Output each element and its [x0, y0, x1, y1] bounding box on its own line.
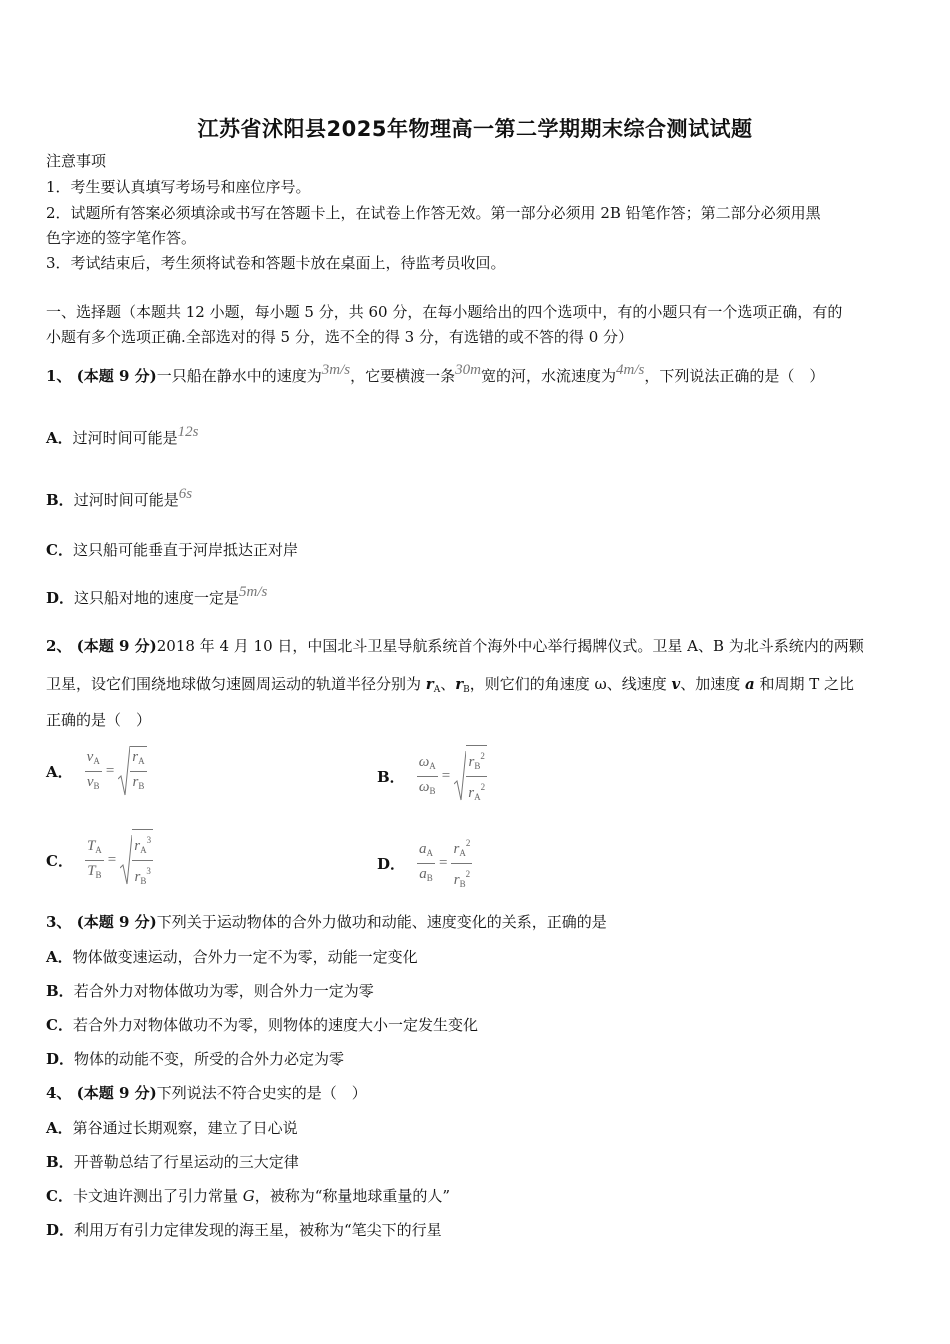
option-a [46, 1118, 298, 1138]
option-label: C． [46, 851, 73, 870]
superscript: 2 [465, 838, 471, 848]
notice-item: 3．考试结束后，考生须将试卷和答题卡放在桌面上，待监考员收回。 [46, 254, 506, 272]
option-c [46, 829, 153, 891]
option-text: 过河时间可能是 [73, 491, 179, 509]
fraction [417, 752, 438, 801]
denominator: r [468, 785, 475, 801]
question-number: 1、 (本题 9 分) [46, 367, 157, 385]
option-label: D． [46, 1050, 75, 1068]
numerator: r [468, 754, 475, 770]
numerator: T [86, 837, 96, 854]
math-expression: 5m/s [239, 584, 268, 600]
option-label: A． [46, 762, 73, 781]
option-a [46, 745, 147, 797]
option-label: B． [46, 1153, 74, 1171]
question-text: ，则它们的角速度 ω、线速度 [469, 675, 672, 693]
question-text: 下列关于运动物体的合外力做功和动能、速度变化的关系，正确的是 [156, 913, 607, 931]
subscript: B [95, 869, 102, 880]
square-root [118, 745, 146, 797]
fraction [451, 833, 472, 894]
superscript: 2 [480, 751, 485, 761]
subscript: B [138, 781, 145, 791]
subscript: A [429, 760, 436, 771]
option-text: 利用万有引力定律发现的海王星，被称为“笔尖下的行星 [74, 1221, 442, 1239]
subscript: B [426, 873, 433, 883]
radical-icon [118, 745, 130, 797]
subscript: A [95, 844, 102, 855]
option-label: B． [377, 767, 405, 786]
separator: 、 [440, 675, 456, 693]
question-text: ，下列说法正确的是（ ） [644, 367, 825, 385]
variable: v [671, 675, 681, 693]
option-b [377, 745, 487, 807]
section-instructions: 一、选择题（本题共 12 小题，每小题 5 分，共 60 分，在每小题给出的四个选项中，有的小题只有一个选项正确，有的 [46, 303, 843, 321]
variable: G [242, 1187, 255, 1205]
notice-heading: 注意事项 [46, 152, 107, 170]
option-label: C． [46, 541, 73, 559]
subscript: B [429, 785, 436, 796]
denominator: r [453, 872, 460, 888]
equals-sign: = [441, 767, 451, 784]
question-4 [46, 1083, 367, 1103]
denominator: r [134, 869, 141, 885]
radical-icon [454, 750, 466, 802]
variable: r [425, 675, 434, 693]
math-expression: 3m/s [321, 362, 351, 378]
subscript: B [459, 879, 466, 889]
fraction [85, 836, 104, 885]
subscript: B [463, 685, 470, 695]
question-number: 4、 (本题 9 分) [46, 1084, 157, 1102]
option-text: 物体做变速运动，合外力一定不为零，动能一定变化 [72, 948, 418, 966]
square-root [120, 829, 153, 891]
math-expression: 30m [455, 362, 481, 378]
option-label: A． [46, 1119, 73, 1137]
question-number: 2、 (本题 9 分) [46, 637, 157, 655]
denominator: ω [418, 778, 430, 795]
option-c [46, 1015, 478, 1035]
question-text: 下列说法不符合史实的是（ ） [156, 1084, 367, 1102]
superscript: 2 [465, 869, 471, 879]
equals-sign: = [105, 762, 115, 779]
numerator: r [134, 838, 141, 854]
option-label: B． [46, 491, 74, 509]
option-text: 第谷通过长期观察，建立了日心说 [72, 1119, 298, 1137]
option-label: D． [377, 855, 406, 873]
question-2-line-3: 正确的是（ ） [46, 711, 152, 729]
option-b [46, 981, 374, 1001]
denominator: T [87, 862, 96, 879]
math-expression: 6s [178, 486, 193, 502]
subscript: A [140, 845, 147, 855]
question-2-line-2 [46, 674, 854, 700]
subscript: A [138, 756, 145, 766]
numerator: a [419, 841, 427, 857]
option-label: A． [46, 429, 73, 447]
superscript: 2 [480, 782, 486, 792]
option-text: 若合外力对物体做功为零，则合外力一定为零 [73, 982, 374, 1000]
numerator: r [132, 749, 139, 765]
subscript: A [426, 848, 434, 858]
option-text: 卡文迪许测出了引力常量 [72, 1187, 243, 1205]
subscript: B [93, 780, 100, 791]
question-text: 卫星，设它们围绕地球做匀速圆周运动的轨道半径分别为 [46, 675, 426, 693]
equals-sign: = [439, 855, 448, 871]
option-d [46, 584, 268, 609]
option-label: C． [46, 1187, 73, 1205]
denominator: v [86, 773, 94, 790]
subscript: A [93, 755, 100, 766]
question-text: ，它要横渡一条 [350, 367, 456, 385]
fraction [85, 747, 102, 796]
option-c [46, 540, 298, 560]
radical-icon [120, 834, 132, 886]
subscript: B [140, 876, 147, 886]
question-number: 3、 (本题 9 分) [46, 913, 157, 931]
question-text: 宽的河，水流速度为 [480, 367, 616, 385]
equals-sign: = [107, 851, 117, 868]
option-text: 这只船可能垂直于河岸抵达正对岸 [72, 541, 298, 559]
option-label: C． [46, 1016, 73, 1034]
option-a [46, 947, 418, 967]
denominator: a [419, 866, 427, 882]
option-text: 过河时间可能是 [72, 429, 178, 447]
math-expression: 12s [177, 424, 199, 440]
variable: r [455, 675, 464, 693]
notice-item: 1．考生要认真填写考场号和座位序号。 [46, 178, 311, 196]
option-b [46, 1152, 299, 1172]
option-b [46, 486, 193, 511]
option-text: 这只船对地的速度一定是 [74, 589, 240, 607]
subscript: A [433, 685, 441, 695]
question-1 [46, 362, 825, 387]
numerator: r [453, 841, 460, 857]
question-text: 一只船在静水中的速度为 [156, 367, 322, 385]
math-expression: 4m/s [615, 362, 645, 378]
superscript: 3 [146, 835, 152, 845]
numerator: ω [418, 753, 430, 770]
option-a [46, 424, 199, 449]
option-label: D． [46, 1221, 75, 1239]
option-text: 物体的动能不变，所受的合外力必定为零 [74, 1050, 345, 1068]
option-label: B． [46, 982, 74, 1000]
superscript: 3 [146, 866, 151, 876]
numerator: v [86, 748, 94, 765]
notice-item: 2．试题所有答案必须填涂或书写在答题卡上，在试卷上作答无效。第一部分必须用 2B 铅笔作答；第二部分必须用黑 [46, 204, 821, 222]
question-2 [46, 636, 864, 656]
fraction [417, 839, 435, 888]
page-title: 江苏省沭阳县2025年物理高一第二学期期末综合测试试题 [197, 117, 753, 141]
variable: a [745, 675, 755, 693]
option-label: A． [46, 948, 73, 966]
square-root [454, 745, 487, 807]
option-d [46, 1220, 442, 1240]
subscript: A [474, 792, 481, 802]
section-instructions: 小题有多个选项正确.全部选对的得 5 分，选不全的得 3 分，有选错的或不答的得 0 分） [46, 328, 634, 346]
question-text: 2018 年 4 月 10 日，中国北斗卫星导航系统首个海外中心举行揭牌仪式。卫星 A、B 为北斗系统内的两颗 [156, 637, 864, 655]
subscript: B [474, 761, 481, 771]
option-text: 若合外力对物体做功不为零，则物体的速度大小一定发生变化 [72, 1016, 478, 1034]
notice-item: 色字迹的签字笔作答。 [46, 229, 197, 247]
option-d [377, 833, 472, 894]
option-text: ，被称为“称量地球重量的人” [254, 1187, 451, 1205]
option-d [46, 1049, 344, 1069]
option-label: D． [46, 589, 75, 607]
question-3 [46, 912, 607, 932]
question-text: 和周期 T 之比 [754, 675, 855, 693]
option-c [46, 1186, 450, 1206]
option-text: 开普勒总结了行星运动的三大定律 [73, 1153, 299, 1171]
subscript: A [459, 848, 466, 858]
denominator: r [132, 774, 139, 790]
question-text: 、加速度 [680, 675, 746, 693]
